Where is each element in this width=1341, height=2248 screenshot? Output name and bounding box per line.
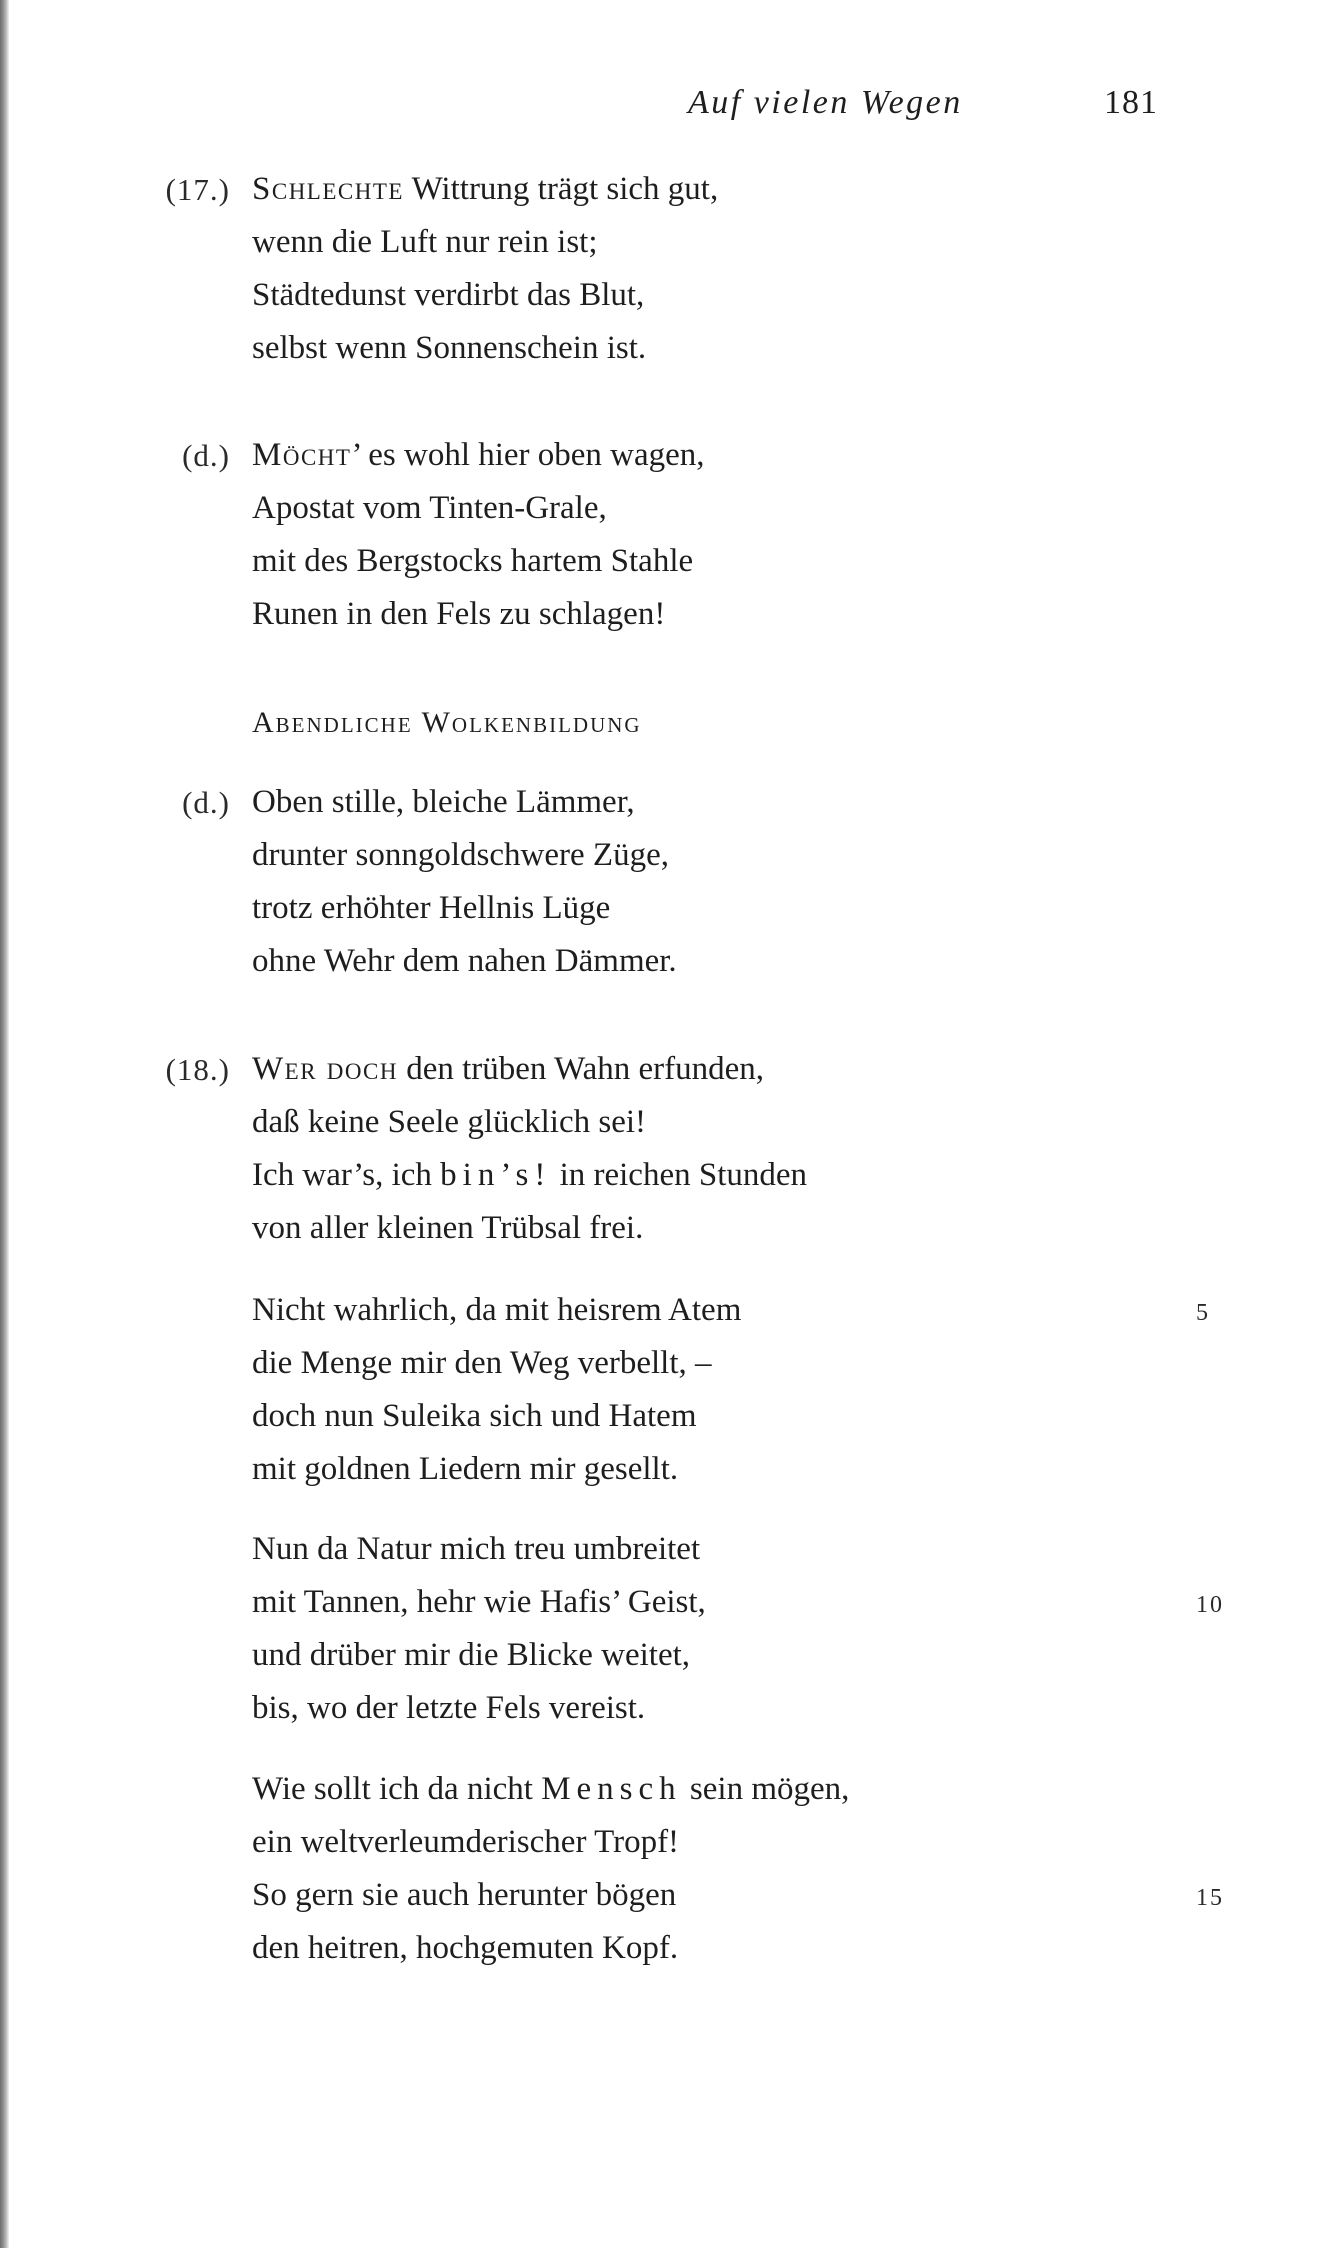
verse-text (252, 1337, 712, 1390)
verse-segment: mit Tannen, hehr wie Hafis’ Geist, (252, 1584, 706, 1620)
verse-segment: Wittrung trägt sich gut, (403, 171, 719, 207)
verse-line (0, 935, 1341, 988)
verse-segment: sein mögen, (681, 1771, 850, 1807)
verse-line (0, 1284, 1341, 1337)
verse-text (252, 482, 607, 535)
stanza (0, 1043, 1341, 1255)
verse-text (252, 935, 677, 988)
verse-text (252, 1629, 690, 1682)
verse-segment: trotz erhöhter Hellnis Lüge (252, 890, 611, 926)
verse-line (0, 776, 1341, 829)
page-number: 181 (1104, 84, 1158, 121)
line-number: 15 (1196, 1885, 1224, 1911)
verse-text (252, 216, 598, 269)
verse-text (252, 535, 693, 588)
line-number: 10 (1196, 1592, 1224, 1618)
verse-line (0, 535, 1341, 588)
verse-segment: in reichen Stunden (551, 1157, 808, 1193)
stanza (0, 1523, 1341, 1735)
verse-text (252, 1816, 679, 1869)
verse-segment: den heitren, hochgemuten Kopf. (252, 1930, 679, 1966)
verse-segment: Oben stille, bleiche Lämmer, (252, 784, 635, 820)
verse-text (252, 1682, 645, 1735)
verse-segment: Nicht wahrlich, da mit heisrem Atem (252, 1292, 742, 1328)
verse-line (0, 1576, 1341, 1629)
verse-text (252, 1869, 676, 1922)
verse-line (0, 163, 1341, 216)
verse-segment: selbst wenn Sonnenschein ist. (252, 330, 647, 366)
verse-segment: die Menge mir den Weg verbellt, – (252, 1345, 712, 1381)
verse-text (252, 1096, 646, 1149)
verse-text (252, 1043, 764, 1096)
verse-text (252, 269, 644, 322)
verse-line (0, 1523, 1341, 1576)
verse-text (252, 1390, 697, 1443)
verse-segment: mit des Bergstocks hartem Stahle (252, 543, 694, 579)
verse-line (0, 882, 1341, 935)
verse-segment: den trüben Wahn erfunden, (397, 1051, 764, 1087)
verse-segment: von aller kleinen Trübsal frei. (252, 1210, 644, 1246)
verse-line (0, 1682, 1341, 1735)
verse-segment: doch nun Suleika sich und Hatem (252, 1398, 697, 1434)
verse-text (252, 322, 646, 375)
verse-text (252, 1576, 706, 1629)
verse-line (0, 322, 1341, 375)
verse-text (252, 429, 705, 482)
verse-segment: Runen in den Fels zu schlagen! (252, 596, 666, 632)
verse-line (0, 216, 1341, 269)
verse-line (0, 269, 1341, 322)
verse-segment: Städtedunst verdirbt das Blut, (252, 277, 645, 313)
verse-segment: drunter sonngoldschwere Züge, (252, 837, 669, 873)
verse-segment: ’ es wohl hier oben wagen, (351, 437, 705, 473)
verse-line (0, 1816, 1341, 1869)
verse-segment: und drüber mir die Blicke weitet, (252, 1637, 691, 1673)
verse-text (252, 1443, 678, 1496)
verse-text (252, 1523, 700, 1576)
verse-text (252, 1284, 741, 1337)
verse-line (0, 1149, 1341, 1202)
poem-number-label: (17.) (165, 172, 230, 207)
verse-line (0, 1443, 1341, 1496)
verse-segment: daß keine Seele glücklich sei! (252, 1104, 647, 1140)
verse-line (0, 429, 1341, 482)
stanza (0, 776, 1341, 988)
verse-segment: So gern sie auch herunter bögen (252, 1877, 677, 1913)
verse-line (0, 1096, 1341, 1149)
verse-text (252, 829, 669, 882)
verse-segment: ein weltverleumderischer Tropf! (252, 1824, 680, 1860)
verse-line (0, 1629, 1341, 1682)
small-caps-text: Wer doch (252, 1051, 398, 1087)
verse-segment: mit goldnen Liedern mir gesellt. (252, 1451, 679, 1487)
verse-segment: ohne Wehr dem nahen Dämmer. (252, 943, 677, 979)
verse-text (252, 776, 635, 829)
verse-text (252, 163, 718, 216)
verse-segment: Wie sollt ich da nicht (252, 1771, 542, 1807)
verse-line (0, 829, 1341, 882)
line-number: 5 (1196, 1300, 1210, 1326)
small-caps-text: Möcht (252, 437, 352, 473)
verse-line (0, 1763, 1341, 1816)
verse-text (252, 1922, 678, 1975)
running-title: Auf vielen Wegen (688, 84, 963, 121)
verse-line (0, 1390, 1341, 1443)
stanza (0, 1763, 1341, 1975)
verse-line (0, 1202, 1341, 1255)
verse-line (0, 1869, 1341, 1922)
poem-heading: Abendliche Wolkenbildung (252, 706, 642, 739)
verse-segment: bis, wo der letzte Fels vereist. (252, 1690, 646, 1726)
spaced-emphasis-text: Mensch (541, 1771, 682, 1807)
stanza (0, 429, 1341, 641)
stanza (0, 1284, 1341, 1496)
small-caps-text: Schlechte (252, 171, 404, 207)
verse-segment: Nun da Natur mich treu umbreitet (252, 1531, 701, 1567)
verse-segment: Ich war’s, ich (252, 1157, 441, 1193)
verse-segment: wenn die Luft nur rein ist; (252, 224, 598, 260)
verse-segment: Apostat vom Tinten-Grale, (252, 490, 607, 526)
verse-text (252, 882, 610, 935)
verse-line (0, 588, 1341, 641)
verse-line (0, 1043, 1341, 1096)
poem-number-label: (d.) (182, 785, 230, 820)
verse-line (0, 1337, 1341, 1390)
stanza (0, 163, 1341, 375)
verse-text (252, 1763, 849, 1816)
verse-text (252, 1202, 643, 1255)
poem-number-label: (18.) (165, 1052, 230, 1087)
poem-number-label: (d.) (182, 438, 230, 473)
running-head (640, 76, 1160, 129)
verse-line (0, 482, 1341, 535)
spaced-emphasis-text: bin’s! (440, 1157, 552, 1193)
verse-text (252, 588, 665, 641)
verse-text (252, 1149, 807, 1202)
verse-line (0, 1922, 1341, 1975)
